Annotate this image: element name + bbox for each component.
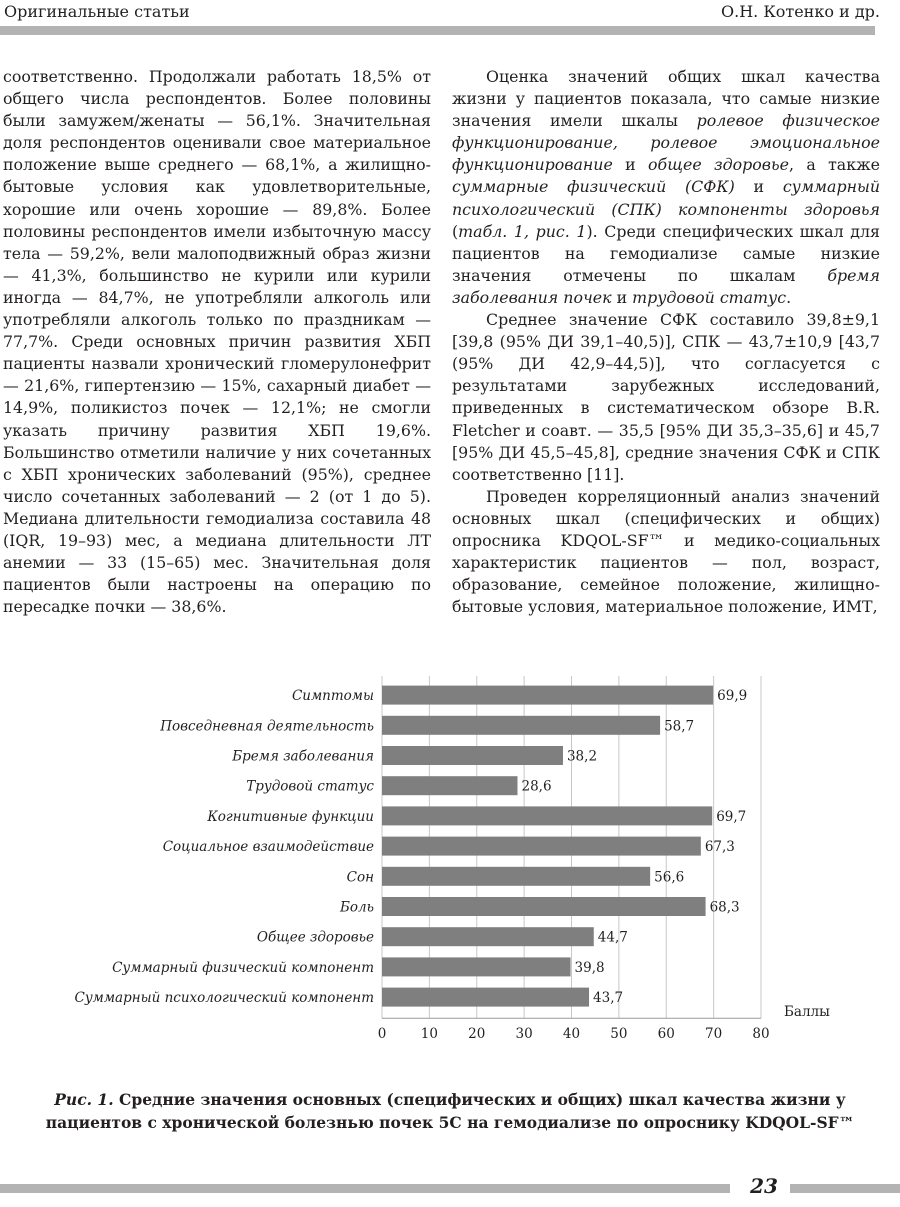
bar <box>382 806 712 825</box>
bar <box>382 988 589 1007</box>
x-tick-label: 0 <box>377 1026 387 1043</box>
category-label: Повседневная деятельность <box>160 718 374 735</box>
bar-chart <box>0 668 900 1068</box>
bar <box>382 716 660 735</box>
category-label: Трудовой статус <box>246 778 374 795</box>
value-label: 39,8 <box>574 959 605 976</box>
category-label: Сон <box>346 869 374 886</box>
header-rule <box>0 26 875 35</box>
x-tick-label: 30 <box>515 1026 533 1043</box>
right-paragraph-3: Проведен корреляционный анализ значений основных шкал (специфических и общих) опросника KDQOL-SF™ и медико-социальных характеристик пациентов — пол, возраст, образование, семейное положение, жилищно-бытовые условия, материальное положение, ИМТ, <box>452 486 880 617</box>
figure-caption <box>40 1088 860 1134</box>
bar <box>382 686 713 705</box>
category-label: Суммарный психологический компонент <box>74 990 374 1007</box>
value-label: 56,6 <box>654 869 685 886</box>
value-label: 67,3 <box>704 839 735 856</box>
x-tick-label: 60 <box>657 1026 675 1043</box>
bar <box>382 957 571 976</box>
bar <box>382 746 563 765</box>
x-tick-label: 20 <box>468 1026 486 1043</box>
page-number: 23 <box>750 1174 778 1198</box>
bar <box>382 927 594 946</box>
category-label: Когнитивные функции <box>207 808 374 825</box>
figure-caption-text: Средние значения основных (специфических и общих) шкал качества жизни у пациентов с хронической болезнью почек 5С на гемодиализе по опроснику KDQOL-SF™ <box>45 1090 855 1132</box>
category-label: Социальное взаимодействие <box>162 839 374 856</box>
bar <box>382 867 650 886</box>
right-column <box>452 66 880 618</box>
value-label: 58,7 <box>664 718 695 735</box>
value-label: 28,6 <box>521 778 552 795</box>
figure-label: Рис. 1. <box>54 1090 114 1109</box>
x-tick-label: 10 <box>420 1026 438 1043</box>
value-label: 43,7 <box>593 990 624 1007</box>
category-label: Общее здоровье <box>256 929 374 946</box>
bar <box>382 897 706 916</box>
x-tick-label: 40 <box>562 1026 581 1043</box>
x-tick-label: 80 <box>752 1026 770 1043</box>
value-label: 69,9 <box>717 688 748 705</box>
x-tick-label: 50 <box>610 1026 628 1043</box>
footer-rule <box>0 1184 730 1193</box>
bar <box>382 776 517 795</box>
category-label: Симптомы <box>291 688 374 705</box>
x-tick-label: 70 <box>705 1026 723 1043</box>
right-paragraph-1: Оценка значений общих шкал качества жизни у пациентов показала, что самые низкие значения имели шкалы ролевое физическое функционирование, ролевое эмоциональное функционирование и общее здоровье, а также суммарные физический (СФК) и суммарный психологический (СПК) компоненты здоровья (табл. 1, рис. 1). Среди специфических шкал для пациентов на гемодиализе самые низкие значения отмечены по шкалам бремя заболевания почек и трудовой статус. <box>452 67 881 307</box>
category-label: Бремя заболевания <box>232 748 374 765</box>
left-paragraph-1: соответственно. Продолжали работать 18,5% от общего числа респондентов. Более половины были замужем/женаты — 56,1%. Значительная доля респондентов оценивали свое материальное положение выше среднего — 68,1%, а жилищно-бытовые условия как удовлетворительные, хорошие или очень хорошие — 89,8%. Более половины респондентов имели избыточную массу тела — 59,2%, вели малоподвижный образ жизни — 41,3%, большинство не курили или курили иногда — 84,7%, не употребляли алкоголь или употребляли алкоголь только по праздникам — 77,7%. Среди основных причин развития ХБП пациенты назвали хронический гломерулонефрит — 21,6%, гипертензию — 15%, сахарный диабет — 14,9%, поликистоз почек — 12,1%; не смогли указать причину развития ХБП 19,6%. Большинство отметили наличие у них сочетанных с ХБП хронических заболеваний (95%), среднее число сочетанных заболеваний — 2 (от 1 до 5). Медиана длительности гемодиализа составила 48 (IQR, 19–93) мес, а медиана длительности ЛТ анемии — 33 (15–65) мес. Значительная доля пациентов были настроены на операцию по пересадке почки — 38,6%. <box>3 67 431 617</box>
running-header-authors: О.Н. Котенко и др. <box>721 2 880 21</box>
bar <box>382 837 701 856</box>
value-label: 38,2 <box>566 748 598 765</box>
category-label: Суммарный физический компонент <box>112 959 374 976</box>
value-label: 44,7 <box>597 929 628 946</box>
right-paragraph-2: Среднее значение СФК составило 39,8±9,1 [39,8 (95% ДИ 39,1–40,5)], СПК — 43,7±10,9 [43,7 (95% ДИ 42,9–44,5)], что согласуется с результатами зарубежных исследований, приведенных в систематическом обзоре B.R. Fletcher и соавт. — 35,5 [95% ДИ 35,3–35,6] и 45,7 [95% ДИ 45,5–45,8], средние значения СФК и СПК соответственно [11]. <box>452 310 880 484</box>
x-axis-label: Баллы <box>784 1004 830 1021</box>
category-label: Боль <box>340 899 374 916</box>
running-header-section: Оригинальные статьи <box>4 2 190 21</box>
value-label: 68,3 <box>709 899 740 916</box>
footer-rule-right <box>790 1184 900 1193</box>
left-column <box>3 66 431 618</box>
value-label: 69,7 <box>716 808 747 825</box>
